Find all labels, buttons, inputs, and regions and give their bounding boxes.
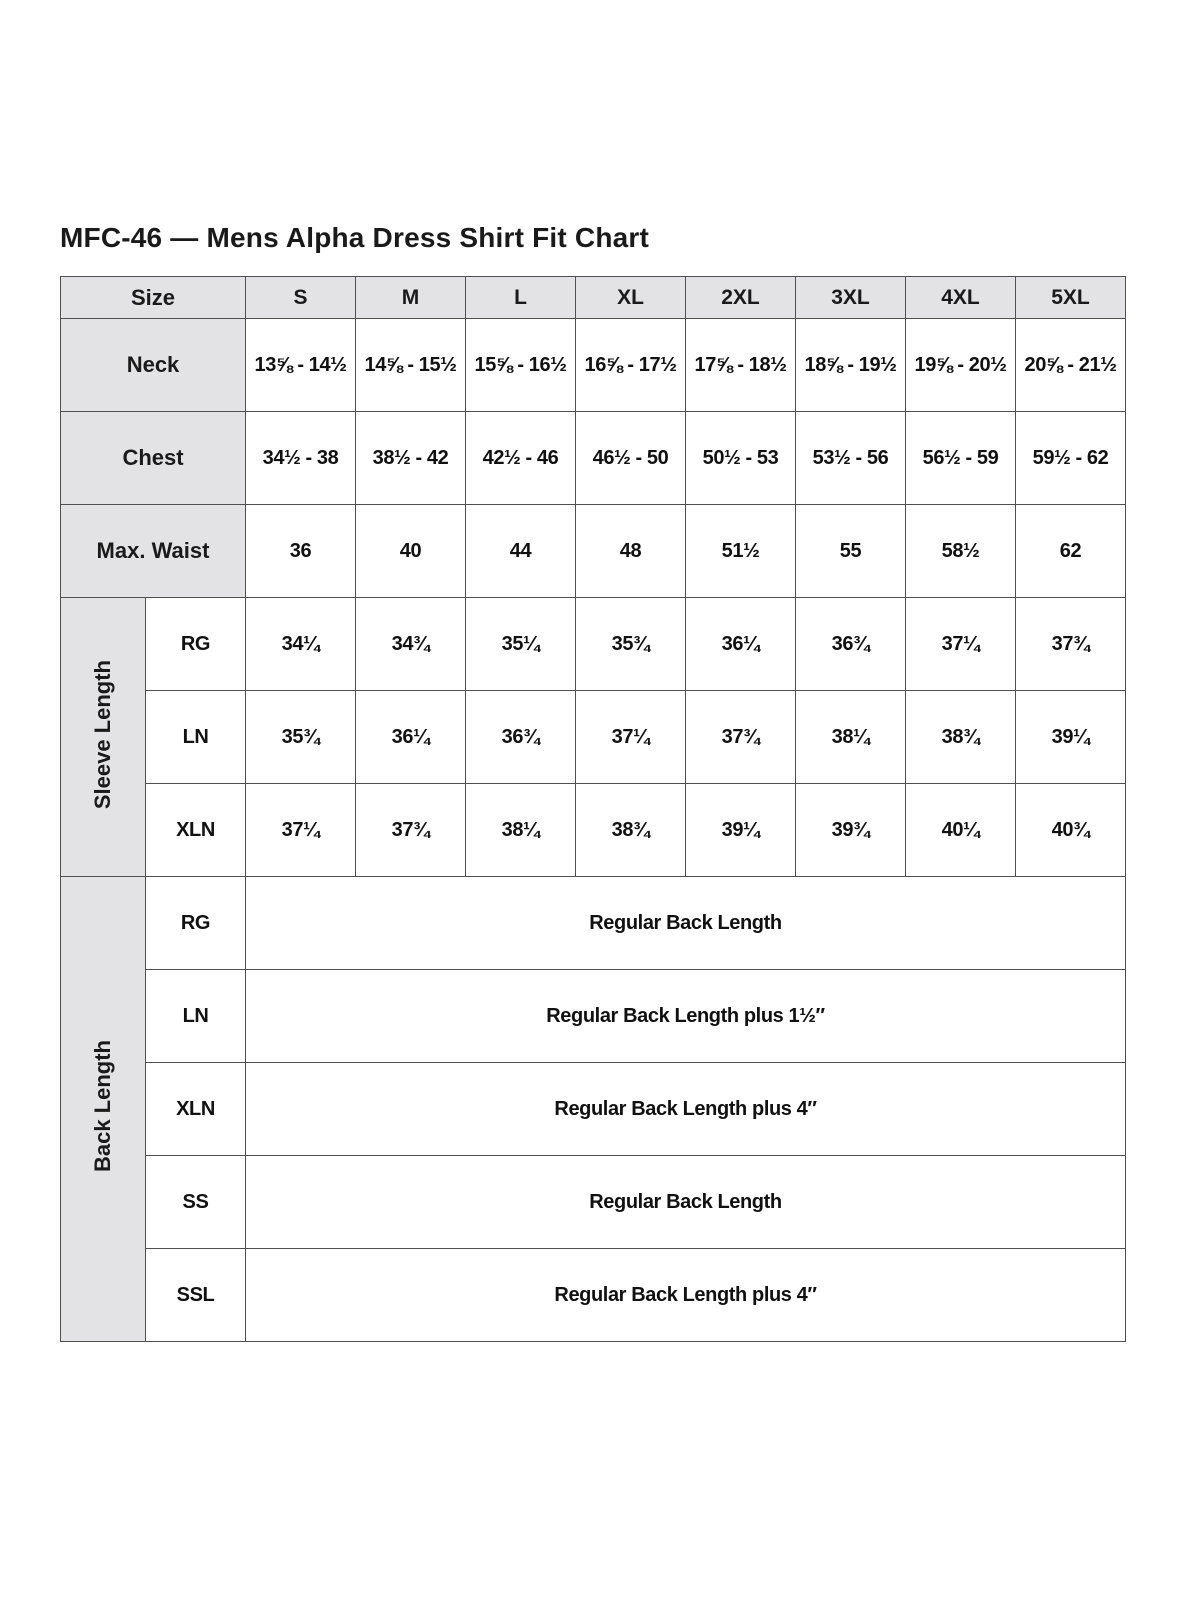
back-ssl-label: SSL	[146, 1249, 246, 1342]
sleeve-ln-value: 35¾	[246, 691, 356, 784]
size-col-header-s: S	[246, 277, 356, 319]
sleeve-xln-value: 39¾	[796, 784, 906, 877]
neck-value: 20⅝ - 21½	[1016, 319, 1126, 412]
sleeve-ln-value: 38¼	[796, 691, 906, 784]
sleeve-xln-value: 37¼	[246, 784, 356, 877]
neck-value: 15⅝ - 16½	[466, 319, 576, 412]
chest-value: 46½ - 50	[576, 412, 686, 505]
sleeve-ln-label: LN	[146, 691, 246, 784]
size-col-header-xl: XL	[576, 277, 686, 319]
sleeve-rg-value: 35¾	[576, 598, 686, 691]
back-ssl-row	[61, 1249, 1126, 1342]
sleeve-ln-value: 38¾	[906, 691, 1016, 784]
max-waist-value: 44	[466, 505, 576, 598]
max-waist-value: 51½	[686, 505, 796, 598]
sleeve-xln-value: 40¾	[1016, 784, 1126, 877]
page-title: MFC-46 — Mens Alpha Dress Shirt Fit Chart	[60, 222, 650, 253]
size-col-header-3xl: 3XL	[796, 277, 906, 319]
back-length-group-label-cell	[61, 877, 146, 1342]
sleeve-rg-label: RG	[146, 598, 246, 691]
back-rg-row	[61, 877, 1126, 970]
sleeve-rg-value: 36¼	[686, 598, 796, 691]
back-ss-text: Regular Back Length	[246, 1156, 1126, 1249]
sleeve-ln-value: 36¾	[466, 691, 576, 784]
sleeve-rg-value: 34¼	[246, 598, 356, 691]
chest-value: 59½ - 62	[1016, 412, 1126, 505]
back-rg-text: Regular Back Length	[246, 877, 1126, 970]
size-col-header-m: M	[356, 277, 466, 319]
max-waist-value: 62	[1016, 505, 1126, 598]
size-header-label: Size	[61, 277, 246, 319]
sleeve-xln-value: 37¾	[356, 784, 466, 877]
back-xln-text: Regular Back Length plus 4″	[246, 1063, 1126, 1156]
chest-value: 56½ - 59	[906, 412, 1016, 505]
back-length-group-label: Back Length	[90, 1040, 115, 1173]
back-ss-row	[61, 1156, 1126, 1249]
sleeve-rg-row	[61, 598, 1126, 691]
max-waist-row	[61, 505, 1126, 598]
max-waist-value: 58½	[906, 505, 1016, 598]
neck-value: 14⅝ - 15½	[356, 319, 466, 412]
back-ln-row	[61, 970, 1126, 1063]
sleeve-ln-row	[61, 691, 1126, 784]
back-rg-label: RG	[146, 877, 246, 970]
fit-chart-table	[60, 276, 1126, 1342]
max-waist-value: 48	[576, 505, 686, 598]
size-col-header-4xl: 4XL	[906, 277, 1016, 319]
size-col-header-2xl: 2XL	[686, 277, 796, 319]
neck-value: 18⅝ - 19½	[796, 319, 906, 412]
size-col-header-l: L	[466, 277, 576, 319]
sleeve-xln-label: XLN	[146, 784, 246, 877]
sleeve-rg-value: 35¼	[466, 598, 576, 691]
sleeve-ln-value: 36¼	[356, 691, 466, 784]
neck-value: 13⅝ - 14½	[246, 319, 356, 412]
chest-row	[61, 412, 1126, 505]
sleeve-rg-value: 37¼	[906, 598, 1016, 691]
sleeve-xln-value: 38¼	[466, 784, 576, 877]
sleeve-ln-value: 37¼	[576, 691, 686, 784]
sleeve-xln-value: 38¾	[576, 784, 686, 877]
back-ssl-text: Regular Back Length plus 4″	[246, 1249, 1126, 1342]
sleeve-ln-value: 39¼	[1016, 691, 1126, 784]
size-header-row	[61, 277, 1126, 319]
back-xln-row	[61, 1063, 1126, 1156]
neck-value: 17⅝ - 18½	[686, 319, 796, 412]
sleeve-rg-value: 36¾	[796, 598, 906, 691]
sleeve-xln-value: 39¼	[686, 784, 796, 877]
max-waist-row-label: Max. Waist	[61, 505, 246, 598]
back-ln-label: LN	[146, 970, 246, 1063]
chest-value: 50½ - 53	[686, 412, 796, 505]
sleeve-ln-value: 37¾	[686, 691, 796, 784]
back-ss-label: SS	[146, 1156, 246, 1249]
neck-value: 19⅝ - 20½	[906, 319, 1016, 412]
sleeve-xln-row	[61, 784, 1126, 877]
sleeve-rg-value: 37¾	[1016, 598, 1126, 691]
chest-row-label: Chest	[61, 412, 246, 505]
chest-value: 34½ - 38	[246, 412, 356, 505]
max-waist-value: 40	[356, 505, 466, 598]
back-xln-label: XLN	[146, 1063, 246, 1156]
sleeve-rg-value: 34¾	[356, 598, 466, 691]
max-waist-value: 55	[796, 505, 906, 598]
neck-row-label: Neck	[61, 319, 246, 412]
sleeve-xln-value: 40¼	[906, 784, 1016, 877]
size-col-header-5xl: 5XL	[1016, 277, 1126, 319]
chest-value: 53½ - 56	[796, 412, 906, 505]
neck-row	[61, 319, 1126, 412]
sleeve-length-group-label-cell	[61, 598, 146, 877]
back-ln-text: Regular Back Length plus 1½″	[246, 970, 1126, 1063]
chest-value: 38½ - 42	[356, 412, 466, 505]
sleeve-length-group-label: Sleeve Length	[90, 659, 115, 810]
chest-value: 42½ - 46	[466, 412, 576, 505]
max-waist-value: 36	[246, 505, 356, 598]
neck-value: 16⅝ - 17½	[576, 319, 686, 412]
